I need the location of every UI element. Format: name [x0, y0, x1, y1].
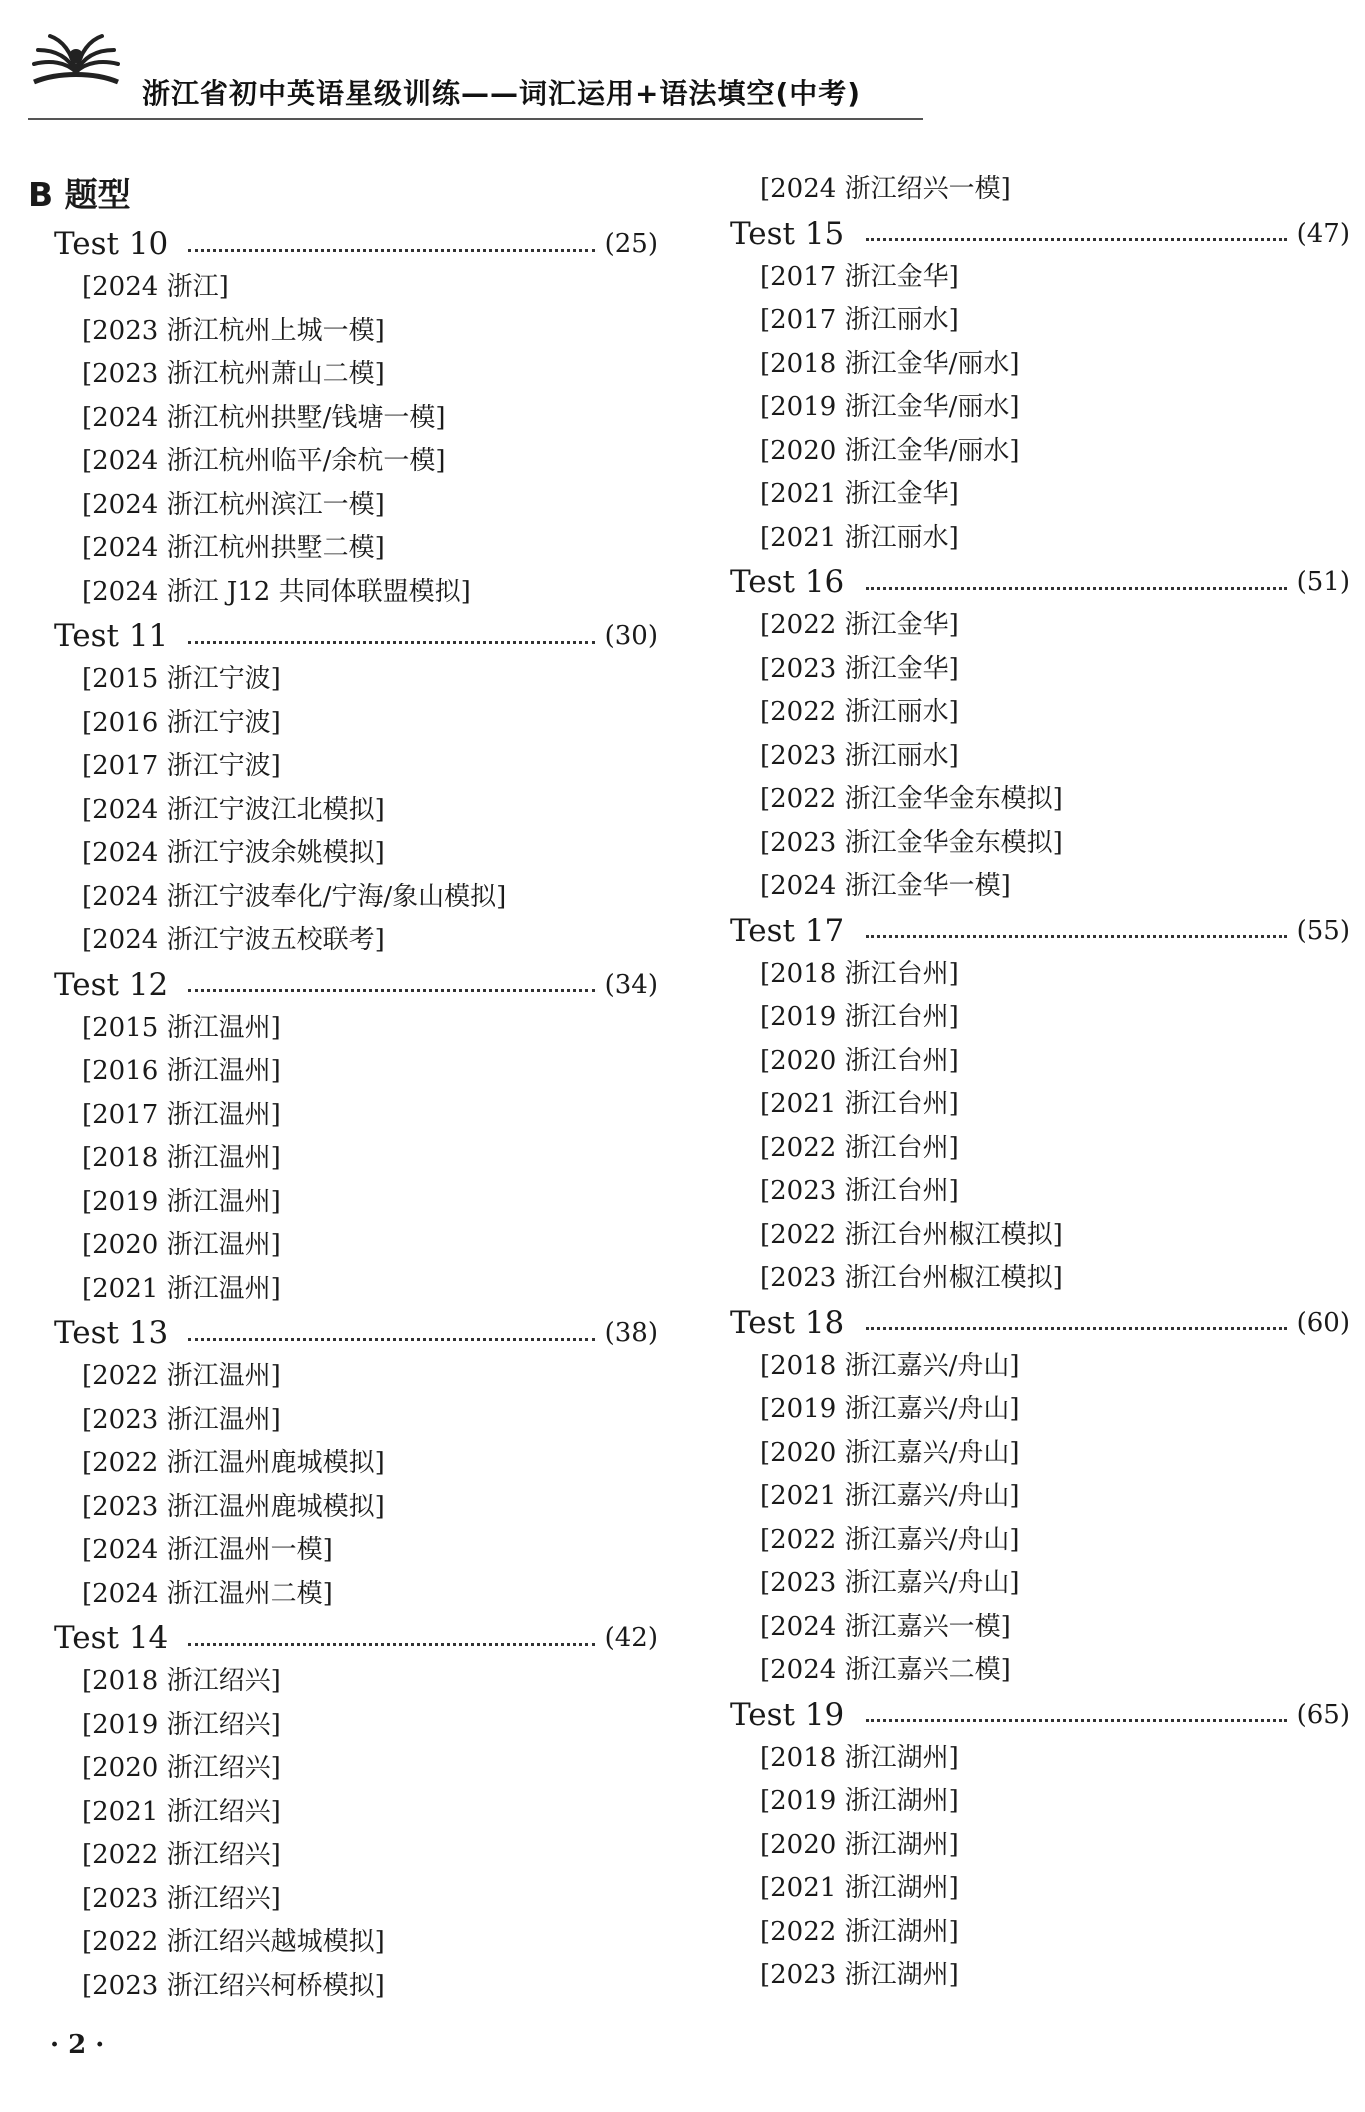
- exam-source-item: [2017 浙江金华]: [760, 261, 959, 292]
- toc-test-block: [730, 212, 1350, 561]
- dot-leader: [866, 935, 1286, 938]
- toc-test-block: [28, 614, 658, 963]
- exam-source-item: [2023 浙江台州]: [760, 1176, 959, 1206]
- test-title: Test 14: [54, 1620, 169, 1656]
- toc-test-block: [28, 1616, 658, 2008]
- toc-test-block: [730, 560, 1350, 909]
- exam-source-item: [2020 浙江湖州]: [760, 1829, 959, 1860]
- toc-left-column: [28, 170, 658, 2008]
- exam-source-item: [2021 浙江丽水]: [760, 522, 959, 553]
- exam-source-item: [2022 浙江绍兴]: [82, 1840, 281, 1870]
- exam-source-item: [2017 浙江宁波]: [82, 751, 281, 781]
- exam-source-item: [2024 浙江温州一模]: [82, 1535, 333, 1565]
- toc-test-entry[interactable]: [730, 909, 1350, 953]
- exam-source-item: [2019 浙江绍兴]: [82, 1709, 281, 1740]
- toc-test-block: [28, 222, 658, 614]
- exam-source-item: [2024 浙江杭州拱墅/钱塘一模]: [82, 402, 446, 433]
- toc-test-block: [28, 963, 658, 1312]
- test-page-number: (42): [604, 1623, 658, 1653]
- toc-test-entry[interactable]: [730, 560, 1350, 604]
- test-title: Test 19: [730, 1696, 845, 1733]
- exam-source-item: [2018 浙江温州]: [82, 1143, 281, 1173]
- exam-source-item: [2022 浙江温州鹿城模拟]: [82, 1448, 385, 1478]
- test-page-number: (30): [604, 621, 658, 651]
- exam-source-item: [2022 浙江温州]: [82, 1361, 281, 1391]
- test-page-number: (38): [604, 1318, 658, 1348]
- exam-source-item: [2022 浙江绍兴越城模拟]: [82, 1927, 385, 1957]
- test-title: Test 16: [730, 564, 845, 600]
- exam-source-item: [2023 浙江金华]: [760, 653, 959, 684]
- exam-source-item: [2023 浙江湖州]: [760, 1960, 959, 1990]
- test-page-number: (34): [604, 969, 658, 1000]
- exam-source-item: [2024 浙江宁波江北模拟]: [82, 794, 385, 825]
- exam-source-item: [2022 浙江台州椒江模拟]: [760, 1219, 1063, 1250]
- test-page-number: (51): [1296, 567, 1350, 597]
- exam-source-item: [2021 浙江温州]: [82, 1273, 281, 1304]
- exam-source-item: [2023 浙江温州]: [82, 1404, 281, 1435]
- exam-source-item: [2024 浙江宁波余姚模拟]: [82, 838, 385, 868]
- page-number: · 2 ·: [50, 2030, 105, 2060]
- header-divider: [28, 118, 923, 120]
- exam-source-item: [2016 浙江温州]: [82, 1056, 281, 1086]
- exam-source-item: [2020 浙江温州]: [82, 1230, 281, 1260]
- exam-source-item: [2017 浙江温州]: [82, 1099, 281, 1130]
- exam-source-item: [2024 浙江嘉兴二模]: [760, 1655, 1011, 1685]
- test-page-number: (60): [1296, 1307, 1350, 1338]
- exam-source-item: [2022 浙江丽水]: [760, 697, 959, 727]
- exam-source-item: [2019 浙江温州]: [82, 1186, 281, 1217]
- section-heading: B 题型: [28, 175, 131, 214]
- exam-source-item: [2022 浙江金华金东模拟]: [760, 784, 1063, 814]
- test-title: Test 15: [730, 215, 845, 252]
- test-title: Test 12: [54, 966, 169, 1003]
- exam-source-item: [2024 浙江金华一模]: [760, 871, 1011, 901]
- exam-source-item: [2024 浙江杭州拱墅二模]: [82, 533, 385, 563]
- exam-source-item: [2024 浙江宁波奉化/宁海/象山模拟]: [82, 881, 507, 912]
- exam-source-item: [2022 浙江金华]: [760, 610, 959, 640]
- test-title: Test 17: [730, 912, 845, 949]
- toc-test-entry[interactable]: [730, 212, 1350, 256]
- exam-source-item: [2020 浙江嘉兴/舟山]: [760, 1437, 1020, 1468]
- toc-right-column: [730, 168, 1350, 1998]
- exam-source-item: [2023 浙江台州椒江模拟]: [760, 1263, 1063, 1293]
- exam-source-item: [2023 浙江金华金东模拟]: [760, 827, 1063, 858]
- toc-test-entry[interactable]: [28, 1311, 658, 1355]
- exam-source-item: [2024 浙江宁波五校联考]: [82, 925, 385, 955]
- exam-source-item: [2023 浙江嘉兴/舟山]: [760, 1568, 1020, 1598]
- dot-leader: [188, 1338, 594, 1341]
- toc-test-entry[interactable]: [730, 1301, 1350, 1345]
- continued-source-item: [2024 浙江绍兴一模]: [760, 174, 1011, 204]
- exam-source-item: [2016 浙江宁波]: [82, 707, 281, 738]
- exam-source-item: [2023 浙江温州鹿城模拟]: [82, 1491, 385, 1522]
- exam-source-item: [2024 浙江温州二模]: [82, 1578, 333, 1609]
- dot-leader: [866, 1327, 1286, 1330]
- exam-source-item: [2023 浙江绍兴]: [82, 1883, 281, 1914]
- dot-leader: [866, 587, 1286, 590]
- exam-source-item: [2018 浙江绍兴]: [82, 1666, 281, 1696]
- test-page-number: (55): [1296, 915, 1350, 946]
- exam-source-item: [2024 浙江嘉兴一模]: [760, 1611, 1011, 1642]
- dot-leader: [188, 641, 594, 644]
- exam-source-item: [2017 浙江丽水]: [760, 305, 959, 335]
- exam-source-item: [2015 浙江宁波]: [82, 664, 281, 694]
- exam-source-item: [2019 浙江台州]: [760, 1002, 959, 1032]
- toc-test-block: [730, 909, 1350, 1301]
- exam-source-item: [2021 浙江绍兴]: [82, 1796, 281, 1827]
- exam-source-item: [2018 浙江湖州]: [760, 1742, 959, 1773]
- test-title: Test 10: [54, 226, 169, 262]
- exam-source-item: [2020 浙江台州]: [760, 1045, 959, 1076]
- exam-source-item: [2020 浙江金华/丽水]: [760, 435, 1020, 466]
- dot-leader: [866, 1719, 1286, 1722]
- test-title: Test 11: [54, 618, 169, 654]
- toc-test-block: [730, 1301, 1350, 1693]
- exam-source-item: [2021 浙江嘉兴/舟山]: [760, 1481, 1020, 1511]
- toc-test-block: [730, 1693, 1350, 1998]
- dot-leader: [188, 249, 594, 252]
- book-wings-logo-icon: [28, 26, 124, 96]
- exam-source-item: [2023 浙江丽水]: [760, 740, 959, 771]
- exam-source-item: [2019 浙江金华/丽水]: [760, 392, 1020, 422]
- exam-source-item: [2021 浙江湖州]: [760, 1873, 959, 1903]
- toc-test-entry[interactable]: [28, 222, 658, 266]
- exam-source-item: [2019 浙江嘉兴/舟山]: [760, 1394, 1020, 1424]
- exam-source-item: [2023 浙江杭州上城一模]: [82, 315, 385, 346]
- toc-test-block: [28, 1311, 658, 1616]
- exam-source-item: [2018 浙江嘉兴/舟山]: [760, 1350, 1020, 1381]
- exam-source-item: [2019 浙江湖州]: [760, 1786, 959, 1816]
- dot-leader: [188, 989, 594, 992]
- exam-source-item: [2022 浙江湖州]: [760, 1916, 959, 1947]
- test-page-number: (65): [1296, 1699, 1350, 1730]
- exam-source-item: [2024 浙江杭州临平/余杭一模]: [82, 446, 446, 476]
- exam-source-item: [2023 浙江杭州萧山二模]: [82, 359, 385, 389]
- exam-source-item: [2023 浙江绍兴柯桥模拟]: [82, 1970, 385, 2001]
- toc-test-entry[interactable]: [28, 963, 658, 1007]
- dot-leader: [188, 1643, 594, 1646]
- exam-source-item: [2021 浙江台州]: [760, 1089, 959, 1119]
- exam-source-item: [2024 浙江 J12 共同体联盟模拟]: [82, 576, 471, 607]
- exam-source-item: [2015 浙江温州]: [82, 1012, 281, 1043]
- exam-source-item: [2022 浙江嘉兴/舟山]: [760, 1524, 1020, 1555]
- exam-source-item: [2018 浙江金华/丽水]: [760, 348, 1020, 379]
- exam-source-item: [2021 浙江金华]: [760, 479, 959, 509]
- test-page-number: (25): [604, 229, 658, 259]
- test-page-number: (47): [1296, 218, 1350, 249]
- page-header: [28, 20, 928, 110]
- exam-source-item: [2018 浙江台州]: [760, 958, 959, 989]
- exam-source-item: [2020 浙江绍兴]: [82, 1753, 281, 1783]
- dot-leader: [866, 238, 1286, 241]
- book-title: 浙江省初中英语星级训练——词汇运用+语法填空(中考): [142, 77, 862, 110]
- exam-source-item: [2022 浙江台州]: [760, 1132, 959, 1163]
- toc-test-entry[interactable]: [28, 614, 658, 658]
- exam-source-item: [2024 浙江杭州滨江一模]: [82, 489, 385, 520]
- test-title: Test 18: [730, 1304, 845, 1341]
- exam-source-item: [2024 浙江]: [82, 272, 229, 302]
- toc-test-entry[interactable]: [28, 1616, 658, 1660]
- test-title: Test 13: [54, 1315, 169, 1351]
- toc-test-entry[interactable]: [730, 1693, 1350, 1737]
